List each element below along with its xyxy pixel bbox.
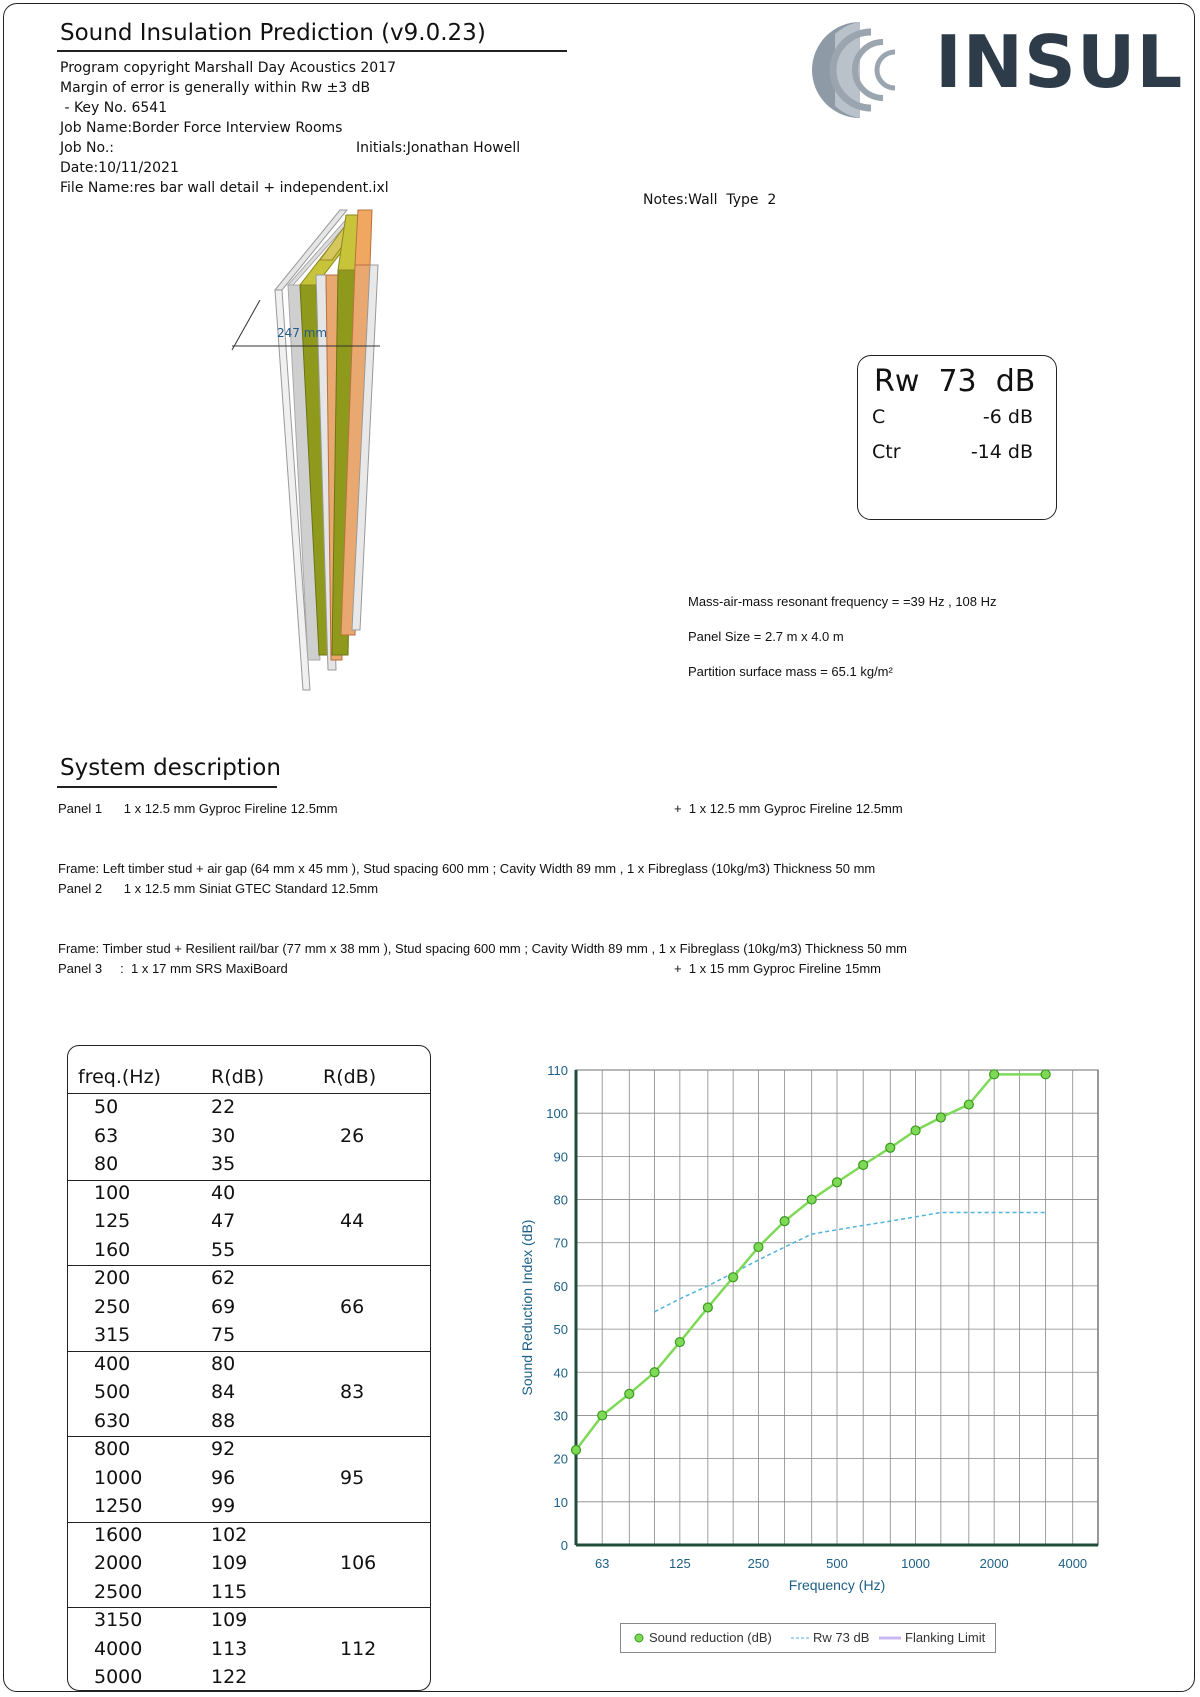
table-cell-frequency: 4000 [94,1637,143,1660]
panel-3: Panel 3 : 1 x 17 mm SRS MaxiBoard [58,961,288,976]
y-tick-label: 0 [560,1538,568,1553]
table-cell-r: 75 [211,1324,236,1346]
table-cell-r: 102 [211,1523,248,1546]
sound-reduction-point [1041,1070,1050,1079]
table-cell-frequency: 5000 [94,1666,143,1688]
legend-marker-rw [791,1631,811,1645]
rw-value: Rw 73 dB [874,364,1036,399]
header-r-octave: R(dB) [323,1066,377,1088]
chart-legend [620,1623,996,1653]
table-cell-frequency: 125 [94,1210,131,1232]
y-axis-title: Sound Reduction Index (dB) [519,1219,535,1396]
sound-reduction-point [833,1178,842,1187]
table-cell-frequency: 250 [94,1295,131,1318]
y-tick-label: 40 [553,1365,568,1381]
table-cell-r: 22 [211,1096,236,1118]
copyright-text: Program copyright Marshall Day Acoustics 2017 [60,60,396,76]
y-tick-label: 80 [553,1192,568,1208]
legend-marker-flanking [879,1631,901,1645]
table-cell-r: 84 [211,1381,236,1403]
table-cell-frequency: 800 [94,1438,131,1460]
frequency-table [67,1045,431,1691]
sound-reduction-point [990,1070,999,1079]
table-cell-frequency: 2500 [94,1580,143,1603]
panel-size: Panel Size = 2.7 m x 4.0 m [688,629,844,644]
sound-reduction-point [754,1243,763,1252]
header-r-third: R(dB) [211,1066,265,1088]
title-divider [57,50,567,52]
table-cell-r: 96 [211,1466,236,1489]
frame-1: Frame: Left timber stud + air gap (64 mm x 45 mm ), Stud spacing 600 mm ; Cavity Width 89 mm , 1 x Fibreglass (10kg/m3) Thickness 50 mm [58,861,876,876]
group-divider [68,1265,430,1266]
sound-reduction-point [936,1113,945,1122]
table-cell-r: 109 [211,1609,248,1631]
y-tick-label: 60 [553,1278,568,1294]
table-cell-r: 122 [211,1666,248,1688]
header-divider [68,1093,430,1094]
header-frequency: freq.(Hz) [78,1066,161,1088]
y-tick-label: 100 [546,1106,568,1122]
panel-1-extra: + 1 x 12.5 mm Gyproc Fireline 12.5mm [674,801,903,816]
panel-3-extra: + 1 x 15 mm Gyproc Fireline 15mm [674,961,881,976]
notes: Notes:Wall Type 2 [643,192,777,208]
file-name: File Name:res bar wall detail + independent.ixl [60,180,389,196]
y-tick-label: 90 [553,1149,568,1165]
table-cell-frequency: 500 [94,1381,131,1403]
panel-1: Panel 1 1 x 12.5 mm Gyproc Fireline 12.5mm [58,801,338,816]
table-cell-frequency: 63 [94,1124,119,1147]
table-cell-r: 115 [211,1580,248,1603]
x-tick-label: 2000 [979,1556,1009,1571]
x-tick-label: 125 [669,1556,691,1571]
sound-reduction-point [598,1411,607,1420]
table-cell-frequency: 1250 [94,1495,143,1517]
table-cell-frequency: 200 [94,1267,131,1289]
sound-reduction-point [911,1126,920,1135]
surface-mass: Partition surface mass = 65.1 kg/m² [688,664,893,679]
table-cell-frequency: 3150 [94,1609,143,1631]
sound-reduction-point [964,1100,973,1109]
y-tick-label: 10 [553,1494,568,1510]
sound-reduction-point [859,1161,868,1170]
table-cell-frequency: 2000 [94,1552,143,1574]
job-number: Job No.: [60,140,114,156]
table-cell-frequency: 1600 [94,1523,143,1546]
table-cell-octave: 112 [340,1637,377,1660]
y-tick-label: 30 [553,1408,568,1424]
table-cell-frequency: 50 [94,1096,119,1118]
group-divider [68,1351,430,1352]
table-cell-frequency: 160 [94,1238,131,1261]
y-tick-label: 70 [553,1235,568,1251]
x-tick-label: 500 [826,1556,848,1571]
group-divider [68,1436,430,1437]
sound-reduction-point [729,1273,738,1282]
table-cell-octave: 106 [340,1552,377,1574]
table-cell-octave: 44 [340,1210,365,1232]
c-value: -6 dB [982,406,1033,428]
sound-reduction-point [675,1338,684,1347]
ctr-label: Ctr [872,441,901,463]
table-cell-r: 35 [211,1153,236,1175]
group-divider [68,1607,430,1608]
sound-reduction-point [650,1368,659,1377]
x-tick-label: 250 [747,1556,770,1571]
sound-reduction-point [572,1446,581,1455]
wall-diagram [220,200,390,695]
group-divider [68,1522,430,1523]
sound-reduction-point [807,1195,816,1204]
table-cell-r: 113 [211,1637,248,1660]
table-cell-r: 40 [211,1181,236,1204]
report-title: Sound Insulation Prediction (v9.0.23) [60,20,486,46]
sound-reduction-point [886,1143,895,1152]
table-cell-r: 80 [211,1352,236,1375]
system-description-title: System description [60,755,281,781]
table-cell-octave: 26 [340,1124,365,1147]
table-cell-frequency: 80 [94,1153,119,1175]
panel-2: Panel 2 1 x 12.5 mm Siniat GTEC Standard 12.5mm [58,881,379,896]
group-divider [68,1180,430,1181]
resonant-frequency: Mass-air-mass resonant frequency = =39 Hz , 108 Hz [688,594,997,609]
x-tick-label: 4000 [1058,1556,1088,1571]
report-date: Date:10/11/2021 [60,160,179,176]
sound-reduction-point [703,1303,712,1312]
x-tick-label: 1000 [901,1556,931,1571]
sound-reduction-chart [510,1050,1110,1650]
legend-marker-sound-reduction [631,1631,647,1645]
dimension-label: 247 mm [277,326,328,340]
ctr-value: -14 dB [970,441,1033,463]
job-name: Job Name:Border Force Interview Rooms [60,120,343,136]
rating-box [857,355,1057,520]
sound-reduction-point [625,1389,634,1398]
frame-2: Frame: Timber stud + Resilient rail/bar (77 mm x 38 mm ), Stud spacing 600 mm ; Cavity Width 89 mm , 1 x Fibreglass (10kg/m3) Thickness 50 mm [58,941,907,956]
y-tick-label: 20 [553,1451,568,1467]
table-cell-octave: 66 [340,1295,365,1318]
legend-sound-reduction: Sound reduction (dB) [649,1630,772,1645]
table-cell-r: 92 [211,1438,236,1460]
table-cell-frequency: 315 [94,1324,131,1346]
table-cell-octave: 95 [340,1466,365,1489]
table-cell-frequency: 100 [94,1181,131,1204]
table-cell-octave: 83 [340,1381,365,1403]
y-tick-label: 50 [553,1322,568,1338]
table-cell-frequency: 1000 [94,1466,143,1489]
legend-rw: Rw 73 dB [813,1630,870,1645]
margin-text: Margin of error is generally within Rw ±3 dB [60,80,371,96]
x-tick-label: 63 [594,1556,610,1571]
sound-reduction-point [780,1217,789,1226]
key-number: - Key No. 6541 [60,100,168,116]
table-cell-r: 109 [211,1552,248,1574]
system-divider [57,786,277,788]
y-tick-label: 110 [547,1063,568,1078]
table-cell-r: 47 [211,1210,236,1232]
initials: Initials:Jonathan Howell [356,140,521,156]
table-cell-r: 88 [211,1409,236,1432]
table-cell-r: 55 [211,1238,236,1261]
logo-text: INSUL [935,20,1184,104]
table-cell-r: 30 [211,1124,236,1147]
table-cell-r: 62 [211,1267,236,1289]
legend-flanking: Flanking Limit [905,1630,986,1645]
table-cell-r: 99 [211,1495,236,1517]
x-axis-title: Frequency (Hz) [788,1577,886,1593]
table-cell-r: 69 [211,1295,236,1318]
table-cell-frequency: 400 [94,1352,131,1375]
c-label: C [872,406,886,428]
table-cell-frequency: 630 [94,1409,131,1432]
